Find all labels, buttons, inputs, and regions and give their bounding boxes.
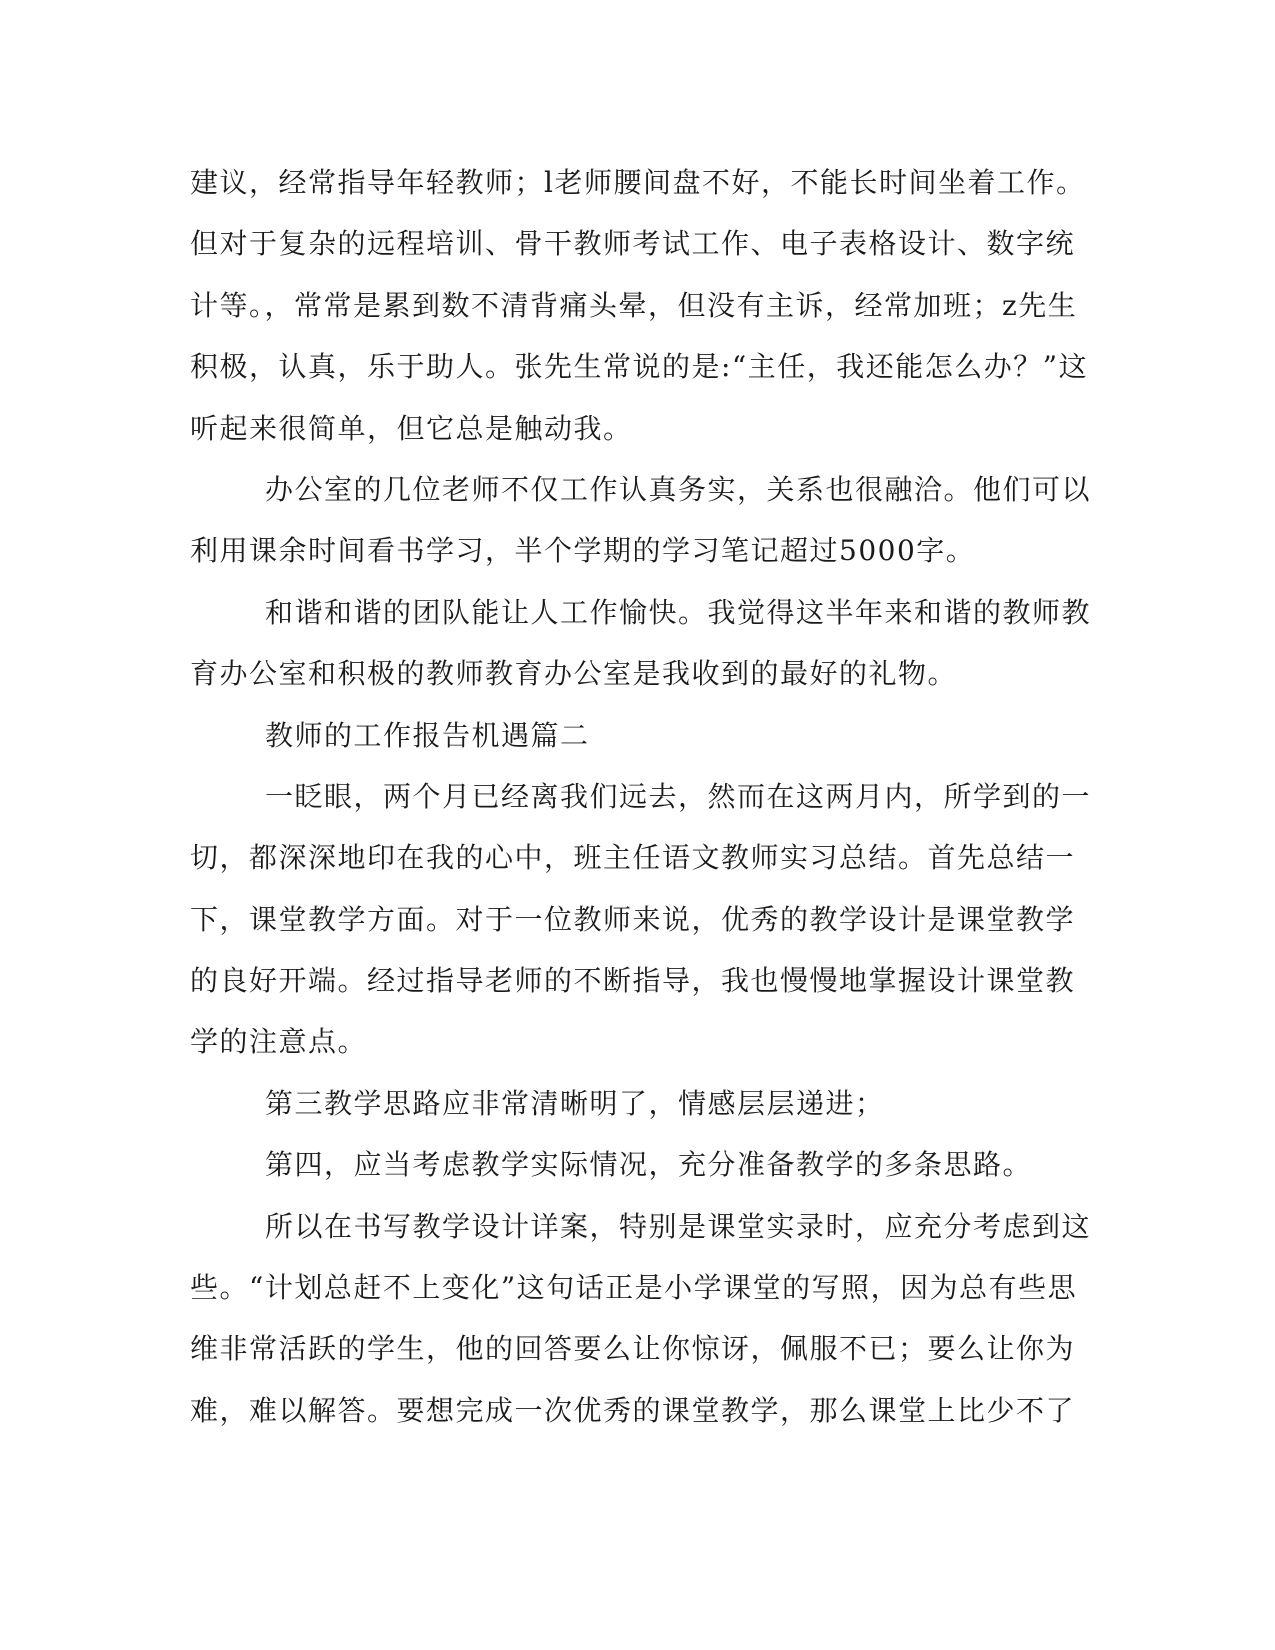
- text-line: 积极，认真，乐于助人。张先生常说的是:“主任，我还能怎么办？”这: [190, 350, 1089, 384]
- text-line: 建议，经常指导年轻教师；l老师腰间盘不好，不能长时间坐着工作。: [190, 166, 1086, 199]
- text-line: 学的注意点。: [190, 1025, 368, 1059]
- text-line: 的良好开端。经过指导老师的不断指导，我也慢慢地掌握设计课堂教: [190, 964, 1076, 998]
- text-line: 育办公室和积极的教师教育办公室是我收到的最好的礼物。: [190, 657, 958, 691]
- paragraph-first-line: 一眨眼，两个月已经离我们远去，然而在这两月内，所学到的一: [265, 779, 1092, 813]
- text-line: 利用课余时间看书学习，半个学期的学习笔记超过5000字。: [190, 534, 976, 568]
- text-line: 计等。，常常是累到数不清背痛头晕，但没有主诉，经常加班；z先生: [190, 288, 1078, 322]
- paragraph-first-line: 和谐和谐的团队能让人工作愉快。我觉得这半年来和谐的教师教: [265, 595, 1092, 629]
- body-text: [190, 152, 1092, 1441]
- text-line: 些。“计划总赶不上变化”这句话正是小学课堂的写照，因为总有些思: [190, 1271, 1078, 1305]
- paragraph-first-line: 第四，应当考虑教学实际情况，充分准备教学的多条思路。: [265, 1148, 1033, 1182]
- section-heading: 教师的工作报告机遇篇二: [265, 718, 590, 752]
- paragraph-first-line: 第三教学思路应非常清晰明了，情感层层递进；: [265, 1086, 885, 1120]
- text-line: 维非常活跃的学生，他的回答要么让你惊讶，佩服不已；要么让你为: [190, 1332, 1076, 1366]
- paragraph-first-line: 办公室的几位老师不仅工作认真务实，关系也很融洽。他们可以: [265, 472, 1092, 506]
- text-line: 下，课堂教学方面。对于一位教师来说，优秀的教学设计是课堂教学: [190, 902, 1076, 936]
- text-line: 听起来很简单，但它总是触动我。: [190, 411, 633, 445]
- paragraph-first-line: 所以在书写教学设计详案，特别是课堂实录时，应充分考虑到这: [265, 1209, 1092, 1243]
- text-line: 但对于复杂的远程培训、骨干教师考试工作、电子表格设计、数字统: [190, 227, 1076, 261]
- text-line: 切，都深深地印在我的心中，班主任语文教师实习总结。首先总结一: [190, 841, 1076, 875]
- text-line: 难，难以解答。要想完成一次优秀的课堂教学，那么课堂上比少不了: [190, 1393, 1076, 1427]
